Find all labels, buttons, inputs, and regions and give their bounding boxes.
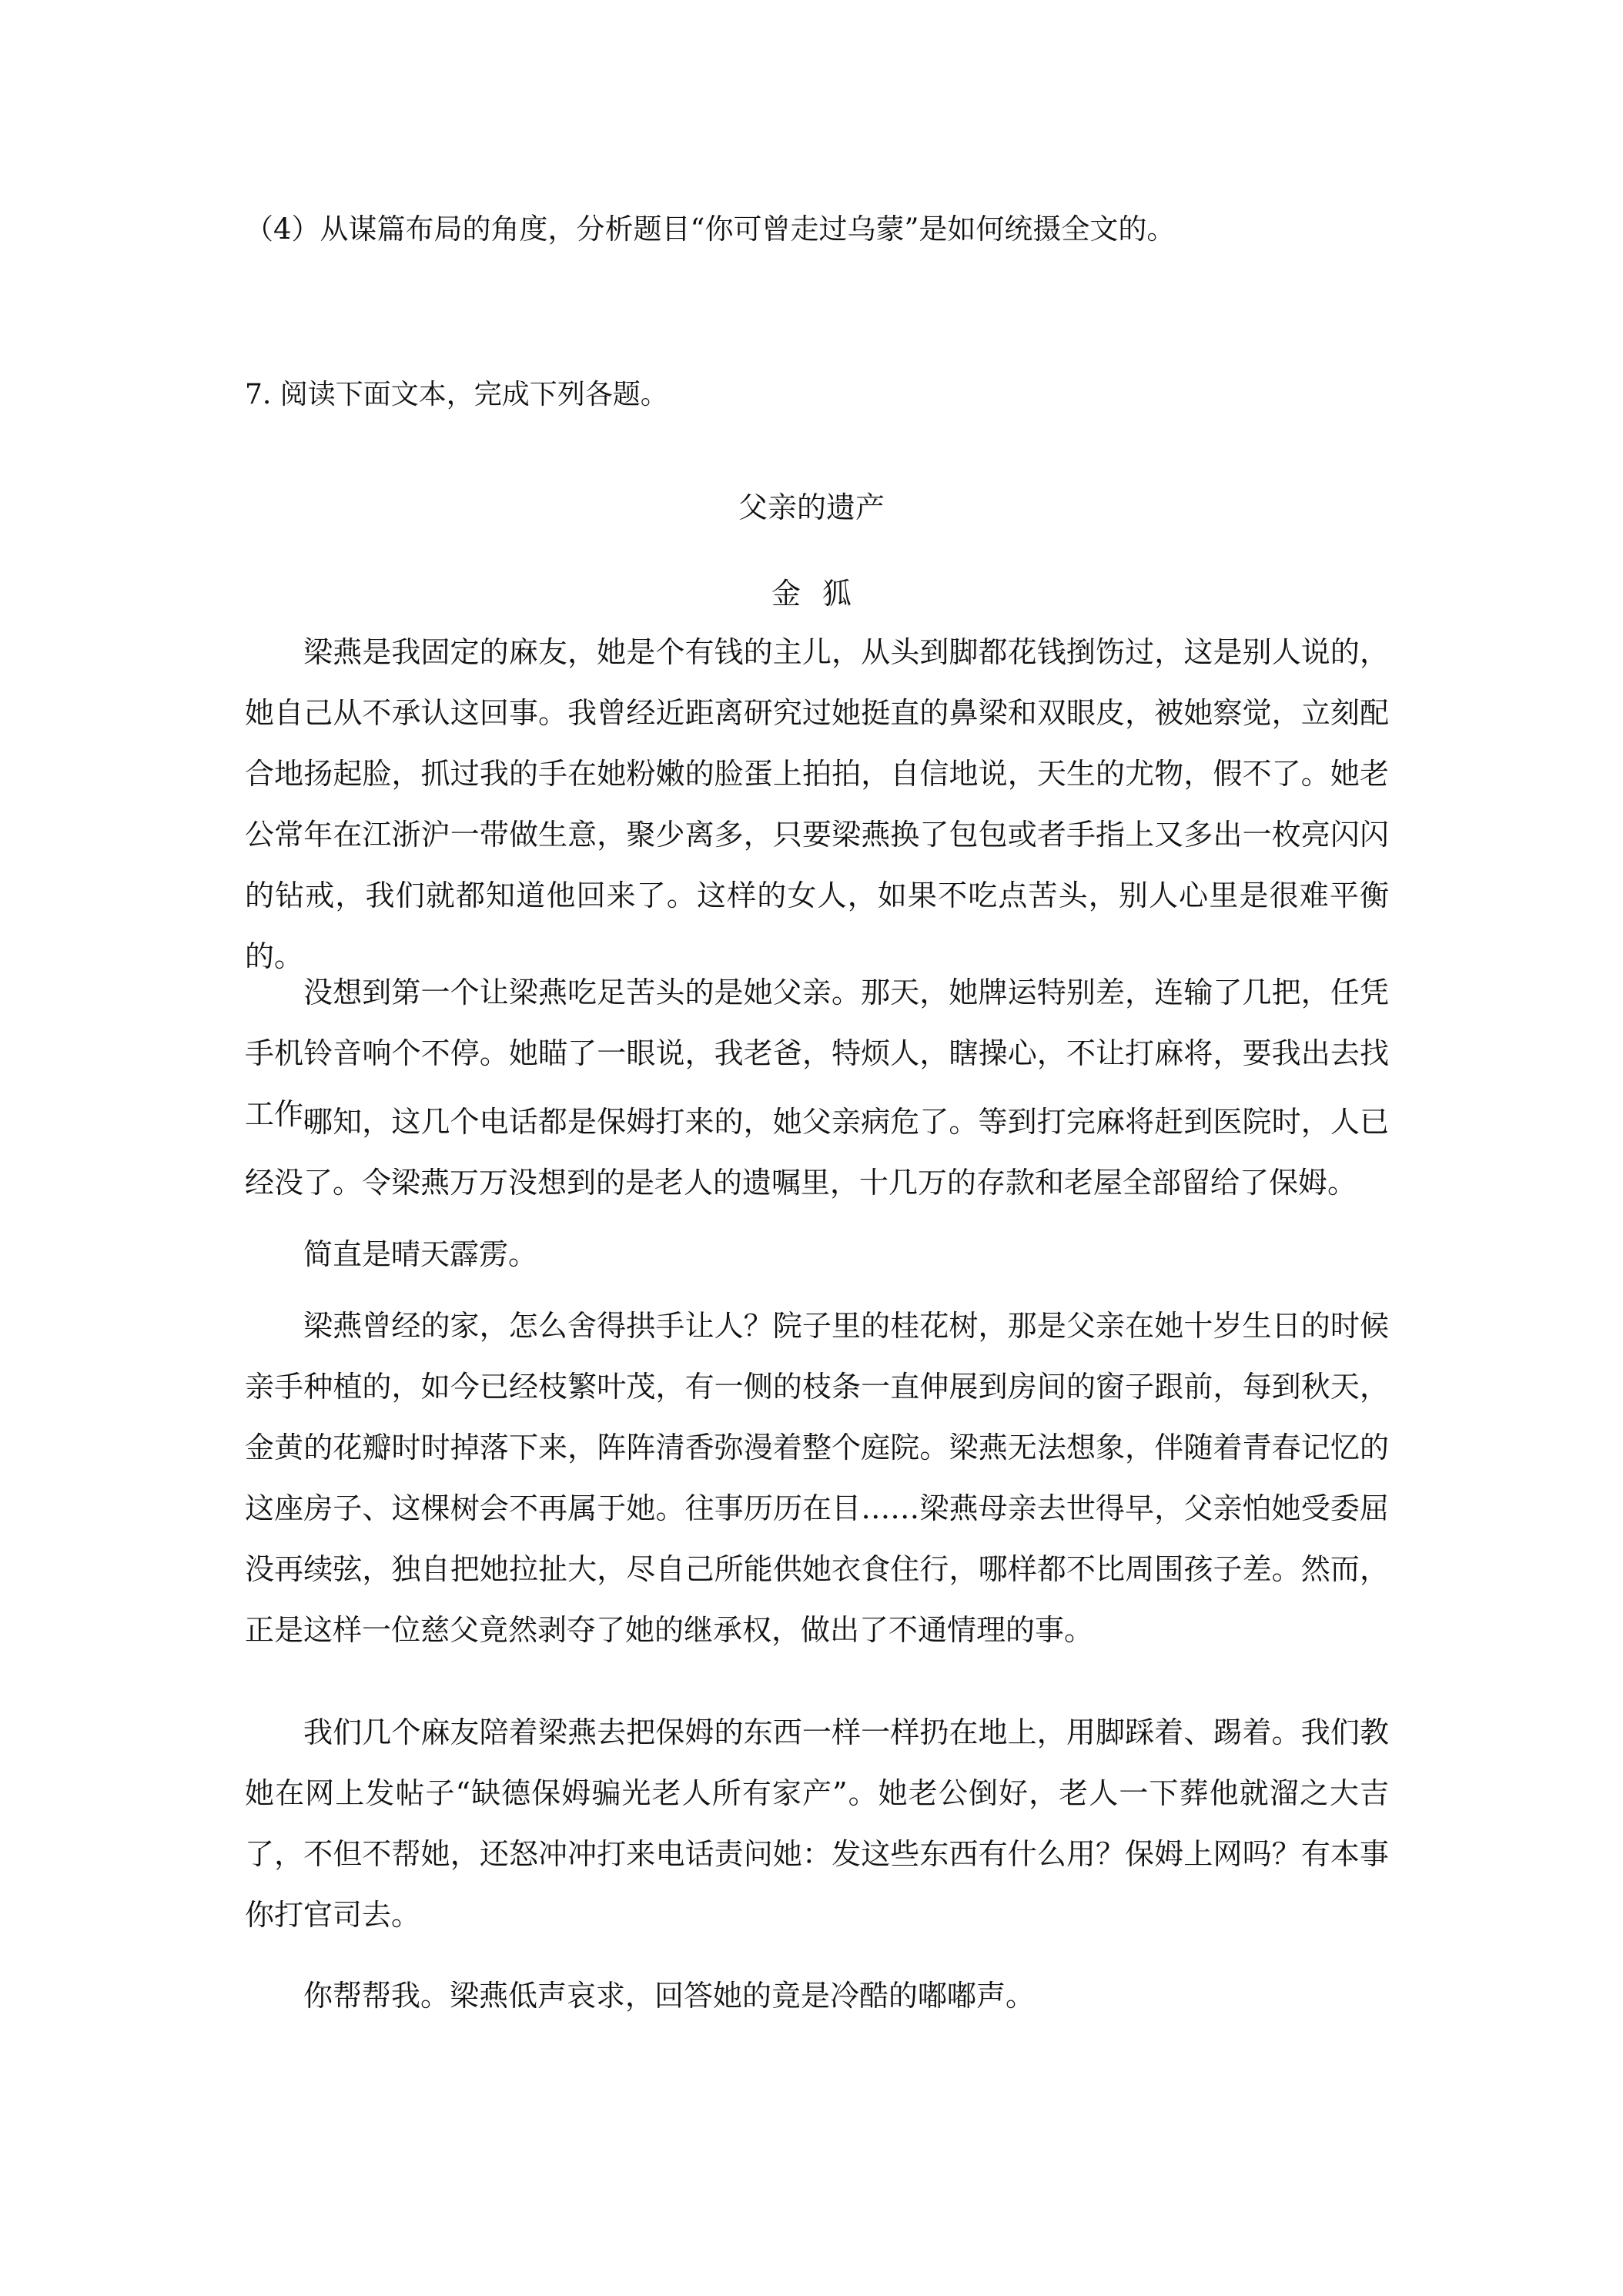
question-4-text: （4）从谋篇布局的角度，分析题目“你可曾走过乌蒙”是如何统摄全文的。 xyxy=(245,213,1176,246)
article-paragraph: 梁燕曾经的家，怎么舍得拱手让人？院子里的桂花树，那是父亲在她十岁生日的时候亲手种植的，如今已经枝繁叶茂，有一侧的枝条一直伸展到房间的窗子跟前，每到秋天，金黄的花瓣时时掉落下来，阵阵清香弥漫着整个庭院。梁燕无法想象，伴随着青春记忆的这座房子、这棵树会不再属于她。往事历历在目……梁燕母亲去世得早，父亲怕她受委屈没再续弦，独自把她拉扯大，尽自己所能供她衣食住行，哪样都不比周围孩子差。然而，正是这样一位慈父竟然剥夺了她的继承权，做出了不通情理的事。 xyxy=(245,1309,1389,1647)
article-title: 父亲的遗产 xyxy=(738,490,885,524)
article-author: 金狐 xyxy=(771,577,873,611)
article-paragraph: 哪知，这几个电话都是保姆打来的，她父亲病危了。等到打完麻将赶到医院时，人已经没了。令梁燕万万没想到的是老人的遗嘱里，十几万的存款和老屋全部留给了保姆。 xyxy=(245,1105,1389,1200)
question-7-text: 7. 阅读下面文本，完成下列各题。 xyxy=(245,379,668,410)
article-paragraph: 梁燕是我固定的麻友，她是个有钱的主儿，从头到脚都花钱捯饬过，这是别人说的，她自己从不承认这回事。我曾经近距离研究过她挺直的鼻梁和双眼皮，被她察觉，立刻配合地扬起脸，抓过我的手在她粉嫩的脸蛋上拍拍，自信地说，天生的尤物，假不了。她老公常年在江浙沪一带做生意，聚少离多，只要梁燕换了包包或者手指上又多出一枚亮闪闪的钻戒，我们就都知道他回来了。这样的女人，如果不吃点苦头，别人心里是很难平衡的。 xyxy=(245,635,1389,973)
article-paragraph: 没想到第一个让梁燕吃足苦头的是她父亲。那天，她牌运特别差，连输了几把，任凭手机铃音响个不停。她瞄了一眼说，我老爸，特烦人，瞎操心，不让打麻将，要我出去找工作。 xyxy=(245,976,1389,1131)
article-paragraph: 简直是晴天霹雳。 xyxy=(303,1237,538,1271)
article-paragraph: 我们几个麻友陪着梁燕去把保姆的东西一样一样扔在地上，用脚踩着、踢着。我们教她在网上发帖子“缺德保姆骗光老人所有家产”。她老公倒好，老人一下葬他就溜之大吉了，不但不帮她，还怒冲冲打来电话责问她：发这些东西有什么用？保姆上网吗？有本事你打官司去。 xyxy=(245,1715,1389,1932)
article-paragraph: 你帮帮我。梁燕低声哀求，回答她的竟是冷酷的嘟嘟声。 xyxy=(303,1979,1036,2013)
